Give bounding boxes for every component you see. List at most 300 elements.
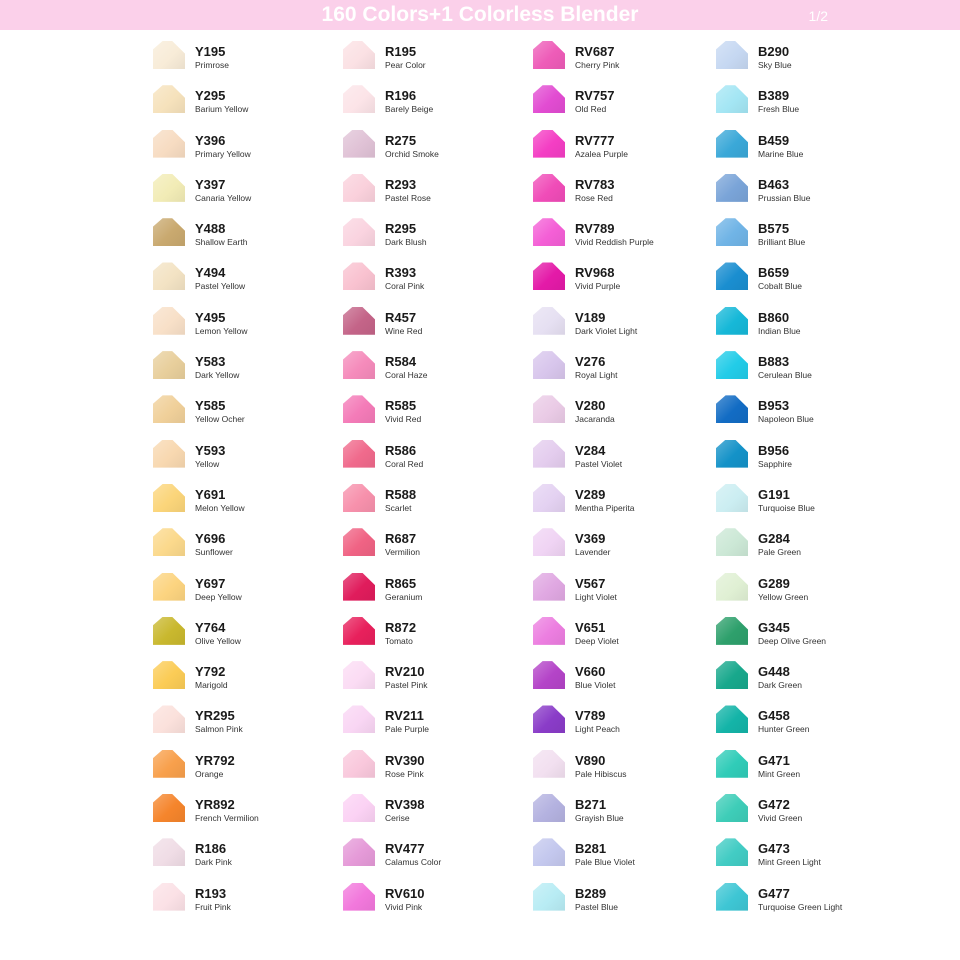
color-name: Coral Pink: [385, 281, 425, 292]
color-swatch-item: [340, 306, 530, 350]
marker-tip-swatch: [533, 705, 565, 733]
color-name: Dark Green: [758, 680, 802, 691]
marker-tip-swatch: [533, 395, 565, 423]
marker-tip-swatch: [153, 130, 185, 158]
color-code: R585: [385, 398, 417, 414]
color-code: V369: [575, 531, 606, 547]
marker-tip-swatch: [153, 661, 185, 689]
marker-tip-swatch: [343, 883, 375, 911]
marker-tip-swatch: [533, 794, 565, 822]
color-name: Prussian Blue: [758, 192, 811, 203]
color-code: Y295: [195, 88, 226, 104]
marker-tip-swatch: [153, 440, 185, 468]
color-code: G448: [758, 664, 790, 680]
color-swatch-item: [713, 572, 870, 616]
color-swatch-item: [340, 882, 530, 926]
color-swatch-item: [530, 483, 713, 527]
page-title: 160 Colors+1 Colorless Blender: [321, 3, 639, 26]
color-code: Y195: [195, 44, 226, 59]
color-name: Light Peach: [575, 724, 620, 735]
marker-tip-swatch: [153, 705, 185, 733]
color-swatch-item: [530, 394, 713, 438]
color-code: Y764: [195, 619, 226, 635]
color-swatch-item: [713, 306, 870, 350]
marker-tip-swatch: [153, 351, 185, 379]
color-name: Coral Red: [385, 458, 424, 469]
color-swatch-item: [713, 616, 870, 660]
marker-tip-swatch: [343, 573, 375, 601]
marker-tip-swatch: [343, 85, 375, 113]
color-code: R457: [385, 309, 417, 325]
marker-tip-swatch: [153, 484, 185, 512]
color-code: V567: [575, 575, 606, 591]
color-name: Pear Color: [385, 60, 426, 70]
color-code: B956: [758, 442, 790, 458]
color-name: Barium Yellow: [195, 104, 249, 115]
color-code: V890: [575, 752, 606, 768]
color-name: Napoleon Blue: [758, 414, 814, 425]
color-name: Dark Blush: [385, 237, 427, 248]
color-code: Y488: [195, 221, 226, 237]
marker-tip-swatch: [343, 130, 375, 158]
color-swatch-item: [340, 660, 530, 704]
marker-tip-swatch: [716, 528, 748, 556]
color-name: Jacaranda: [575, 414, 615, 425]
color-code: R295: [385, 221, 417, 237]
marker-tip-swatch: [716, 351, 748, 379]
color-swatch-item: [713, 483, 870, 527]
color-swatch-item: [340, 749, 530, 793]
color-code: G284: [758, 531, 790, 547]
color-name: Deep Olive Green: [758, 635, 827, 646]
marker-tip-swatch: [343, 395, 375, 423]
color-swatch-item: [150, 527, 340, 571]
color-name: Tomato: [385, 635, 413, 646]
color-swatch-item: [340, 616, 530, 660]
color-name: Brilliant Blue: [758, 237, 806, 248]
color-swatch-item: [713, 394, 870, 438]
color-name: Vivid Pink: [385, 901, 423, 912]
color-code: Y593: [195, 442, 226, 458]
color-swatch-item: [340, 129, 530, 173]
color-swatch-item: [150, 616, 340, 660]
color-name: Vivid Purple: [575, 281, 621, 292]
marker-tip-swatch: [153, 883, 185, 911]
color-chart-grid: [150, 40, 870, 920]
color-swatch-item: [150, 173, 340, 217]
color-name: Geranium: [385, 591, 423, 602]
marker-tip-swatch: [343, 705, 375, 733]
color-swatch-item: [713, 261, 870, 305]
color-swatch-item: [530, 439, 713, 483]
marker-tip-swatch: [716, 661, 748, 689]
marker-tip-swatch: [716, 705, 748, 733]
marker-tip-swatch: [533, 307, 565, 335]
color-swatch-item: [530, 306, 713, 350]
color-code: G472: [758, 797, 790, 813]
color-swatch-item: [713, 40, 870, 84]
color-name: Old Red: [575, 104, 607, 115]
color-name: Turquoise Green Light: [758, 901, 843, 912]
color-code: V651: [575, 619, 606, 635]
color-code: RV211: [385, 708, 424, 724]
color-code: R393: [385, 265, 417, 281]
color-name: Grayish Blue: [575, 813, 624, 824]
color-code: RV968: [575, 265, 615, 281]
color-swatch-item: [713, 882, 870, 926]
color-name: Pale Blue Violet: [575, 857, 635, 868]
color-code: G289: [758, 575, 790, 591]
color-name: Sapphire: [758, 458, 793, 469]
color-swatch-item: [340, 483, 530, 527]
color-code: B290: [758, 44, 790, 59]
color-name: Wine Red: [385, 325, 423, 336]
color-name: Vermilion: [385, 547, 420, 558]
page-indicator: 1/2: [808, 8, 828, 24]
marker-tip-swatch: [343, 174, 375, 202]
color-code: B463: [758, 176, 790, 192]
marker-tip-swatch: [533, 838, 565, 866]
color-code: V284: [575, 442, 606, 458]
color-swatch-item: [713, 350, 870, 394]
color-name: Vivid Green: [758, 813, 803, 824]
marker-tip-swatch: [343, 218, 375, 246]
color-code: B860: [758, 309, 790, 325]
color-swatch-item: [530, 572, 713, 616]
marker-tip-swatch: [533, 351, 565, 379]
color-name: Salmon Pink: [195, 724, 243, 735]
color-name: Yellow Ocher: [195, 414, 245, 425]
color-code: B659: [758, 265, 790, 281]
marker-tip-swatch: [153, 750, 185, 778]
marker-tip-swatch: [533, 85, 565, 113]
marker-tip-swatch: [533, 440, 565, 468]
color-name: Mint Green: [758, 768, 801, 779]
color-code: RV687: [575, 44, 615, 59]
color-code: RV789: [575, 221, 615, 237]
color-name: French Vermilion: [195, 813, 259, 824]
color-code: R196: [385, 88, 417, 104]
color-name: Dark Violet Light: [575, 325, 638, 336]
marker-tip-swatch: [533, 573, 565, 601]
marker-tip-swatch: [343, 307, 375, 335]
color-code: G458: [758, 708, 790, 724]
color-swatch-item: [340, 40, 530, 84]
color-code: Y495: [195, 309, 226, 325]
color-name: Marigold: [195, 680, 228, 691]
color-swatch-item: [713, 439, 870, 483]
color-name: Orchid Smoke: [385, 148, 439, 159]
color-name: Fresh Blue: [758, 104, 800, 115]
color-code: B459: [758, 132, 790, 148]
color-swatch-item: [713, 749, 870, 793]
color-name: Sunflower: [195, 547, 233, 558]
color-code: RV390: [385, 752, 425, 768]
color-name: Lemon Yellow: [195, 325, 248, 336]
color-code: B271: [575, 797, 607, 813]
color-swatch-item: [150, 439, 340, 483]
color-swatch-item: [150, 394, 340, 438]
color-code: B883: [758, 354, 790, 370]
color-swatch-item: [150, 129, 340, 173]
marker-tip-swatch: [716, 794, 748, 822]
color-name: Olive Yellow: [195, 635, 241, 646]
color-swatch-item: [713, 84, 870, 128]
color-name: Turquoise Blue: [758, 502, 815, 513]
marker-tip-swatch: [153, 838, 185, 866]
color-name: Pale Hibiscus: [575, 768, 627, 779]
color-code: R584: [385, 354, 417, 370]
color-code: R193: [195, 885, 227, 901]
color-swatch-item: [340, 439, 530, 483]
marker-tip-swatch: [533, 41, 565, 69]
marker-tip-swatch: [533, 484, 565, 512]
color-swatch-item: [530, 704, 713, 748]
color-name: Vivid Reddish Purple: [575, 237, 654, 248]
marker-tip-swatch: [716, 750, 748, 778]
color-name: Vivid Red: [385, 414, 422, 425]
color-swatch-item: [713, 704, 870, 748]
marker-tip-swatch: [716, 838, 748, 866]
color-swatch-item: [150, 350, 340, 394]
color-swatch-item: [713, 129, 870, 173]
color-code: R865: [385, 575, 417, 591]
marker-tip-swatch: [343, 794, 375, 822]
color-name: Pastel Blue: [575, 901, 618, 912]
color-name: Primrose: [195, 60, 230, 70]
marker-tip-swatch: [343, 838, 375, 866]
color-swatch-item: [150, 749, 340, 793]
color-swatch-item: [340, 527, 530, 571]
marker-tip-swatch: [533, 661, 565, 689]
color-swatch-item: [150, 704, 340, 748]
color-swatch-item: [530, 793, 713, 837]
marker-tip-swatch: [533, 528, 565, 556]
color-code: V276: [575, 354, 606, 370]
color-code: RV610: [385, 885, 425, 901]
color-swatch-item: [340, 837, 530, 881]
color-name: Pastel Violet: [575, 458, 623, 469]
marker-tip-swatch: [343, 617, 375, 645]
color-swatch-item: [530, 217, 713, 261]
color-name: Barely Beige: [385, 104, 434, 115]
color-code: R872: [385, 619, 417, 635]
color-code: YR792: [195, 752, 235, 768]
color-swatch-item: [530, 350, 713, 394]
color-code: V660: [575, 664, 606, 680]
color-name: Blue Violet: [575, 680, 616, 691]
color-code: V189: [575, 309, 606, 325]
color-code: Y697: [195, 575, 226, 591]
color-code: R275: [385, 132, 417, 148]
color-name: Fruit Pink: [195, 901, 231, 912]
color-swatch-item: [150, 882, 340, 926]
color-code: V280: [575, 398, 606, 414]
color-swatch-item: [340, 793, 530, 837]
color-name: Deep Yellow: [195, 591, 242, 602]
color-swatch-item: [150, 84, 340, 128]
color-name: Deep Violet: [575, 635, 619, 646]
color-name: Cerise: [385, 813, 410, 824]
color-code: R588: [385, 486, 417, 502]
marker-tip-swatch: [343, 41, 375, 69]
marker-tip-swatch: [343, 484, 375, 512]
color-name: Melon Yellow: [195, 502, 245, 513]
marker-tip-swatch: [716, 41, 748, 69]
marker-tip-swatch: [153, 794, 185, 822]
color-swatch-item: [530, 261, 713, 305]
marker-tip-swatch: [716, 573, 748, 601]
marker-tip-swatch: [533, 883, 565, 911]
color-name: Light Violet: [575, 591, 617, 602]
color-code: Y792: [195, 664, 226, 680]
marker-tip-swatch: [153, 395, 185, 423]
color-swatch-item: [530, 749, 713, 793]
color-name: Royal Light: [575, 370, 618, 381]
color-code: B575: [758, 221, 790, 237]
color-name: Mentha Piperita: [575, 502, 635, 513]
color-name: Sky Blue: [758, 60, 792, 70]
marker-tip-swatch: [716, 130, 748, 158]
color-code: Y691: [195, 486, 226, 502]
color-code: V789: [575, 708, 606, 724]
color-name: Canaria Yellow: [195, 192, 252, 203]
color-name: Rose Red: [575, 192, 613, 203]
color-code: RV398: [385, 797, 425, 813]
color-code: Y696: [195, 531, 226, 547]
color-name: Indian Blue: [758, 325, 801, 336]
color-name: Mint Green Light: [758, 857, 821, 868]
color-swatch-item: [530, 129, 713, 173]
color-name: Cherry Pink: [575, 60, 620, 70]
color-swatch-item: [530, 882, 713, 926]
color-swatch-item: [530, 660, 713, 704]
marker-tip-swatch: [716, 395, 748, 423]
color-name: Pastel Rose: [385, 192, 431, 203]
marker-tip-swatch: [533, 130, 565, 158]
marker-tip-swatch: [343, 262, 375, 290]
marker-tip-swatch: [153, 617, 185, 645]
marker-tip-swatch: [716, 218, 748, 246]
color-code: YR892: [195, 797, 235, 813]
color-swatch-item: [713, 173, 870, 217]
color-swatch-item: [150, 793, 340, 837]
color-code: Y397: [195, 176, 226, 192]
color-name: Pale Purple: [385, 724, 429, 735]
color-swatch-item: [530, 616, 713, 660]
marker-tip-swatch: [343, 440, 375, 468]
color-code: B953: [758, 398, 790, 414]
marker-tip-swatch: [716, 617, 748, 645]
marker-tip-swatch: [533, 218, 565, 246]
color-swatch-item: [713, 837, 870, 881]
color-code: R687: [385, 531, 417, 547]
marker-tip-swatch: [533, 617, 565, 645]
color-code: YR295: [195, 708, 235, 724]
marker-tip-swatch: [153, 174, 185, 202]
color-swatch-item: [340, 394, 530, 438]
color-name: Yellow Green: [758, 591, 809, 602]
color-swatch-item: [150, 217, 340, 261]
color-swatch-item: [340, 572, 530, 616]
marker-tip-swatch: [716, 883, 748, 911]
marker-tip-swatch: [153, 41, 185, 69]
color-swatch-item: [150, 837, 340, 881]
color-name: Cerulean Blue: [758, 370, 812, 381]
color-swatch-item: [530, 527, 713, 571]
color-code: Y583: [195, 354, 226, 370]
color-name: Rose Pink: [385, 768, 424, 779]
marker-tip-swatch: [153, 307, 185, 335]
marker-tip-swatch: [716, 484, 748, 512]
color-code: RV477: [385, 841, 425, 857]
marker-tip-swatch: [716, 440, 748, 468]
color-swatch-item: [150, 660, 340, 704]
marker-tip-swatch: [153, 85, 185, 113]
color-name: Cobalt Blue: [758, 281, 802, 292]
color-swatch-item: [713, 660, 870, 704]
color-name: Yellow: [195, 458, 220, 469]
marker-tip-swatch: [153, 528, 185, 556]
color-name: Calamus Color: [385, 857, 442, 868]
color-name: Primary Yellow: [195, 148, 251, 159]
color-code: G477: [758, 885, 790, 901]
color-code: R195: [385, 44, 417, 59]
color-code: B389: [758, 88, 790, 104]
marker-tip-swatch: [716, 174, 748, 202]
color-name: Azalea Purple: [575, 148, 628, 159]
color-name: Coral Haze: [385, 370, 428, 381]
marker-tip-swatch: [343, 750, 375, 778]
marker-tip-swatch: [343, 661, 375, 689]
marker-tip-swatch: [343, 351, 375, 379]
color-code: B289: [575, 885, 607, 901]
color-code: RV210: [385, 664, 425, 680]
color-swatch-item: [340, 261, 530, 305]
color-name: Dark Yellow: [195, 370, 240, 381]
color-name: Marine Blue: [758, 148, 804, 159]
color-code: Y494: [195, 265, 226, 281]
color-swatch-item: [530, 40, 713, 84]
color-swatch-item: [530, 84, 713, 128]
color-swatch-item: [713, 793, 870, 837]
color-swatch-item: [530, 837, 713, 881]
color-swatch-item: [340, 173, 530, 217]
marker-tip-swatch: [153, 262, 185, 290]
color-code: RV783: [575, 176, 615, 192]
color-name: Pastel Pink: [385, 680, 428, 691]
color-name: Pale Green: [758, 547, 801, 558]
marker-tip-swatch: [533, 262, 565, 290]
color-name: Scarlet: [385, 502, 412, 513]
color-code: G345: [758, 619, 790, 635]
color-code: G473: [758, 841, 790, 857]
color-name: Pastel Yellow: [195, 281, 246, 292]
color-swatch-item: [340, 217, 530, 261]
marker-tip-swatch: [716, 262, 748, 290]
color-swatch-item: [340, 704, 530, 748]
color-code: B281: [575, 841, 607, 857]
color-code: RV777: [575, 132, 615, 148]
color-name: Orange: [195, 768, 224, 779]
color-code: RV757: [575, 88, 615, 104]
marker-tip-swatch: [153, 218, 185, 246]
color-name: Hunter Green: [758, 724, 810, 735]
color-code: Y396: [195, 132, 226, 148]
marker-tip-swatch: [716, 85, 748, 113]
color-swatch-item: [340, 350, 530, 394]
color-swatch-item: [530, 173, 713, 217]
